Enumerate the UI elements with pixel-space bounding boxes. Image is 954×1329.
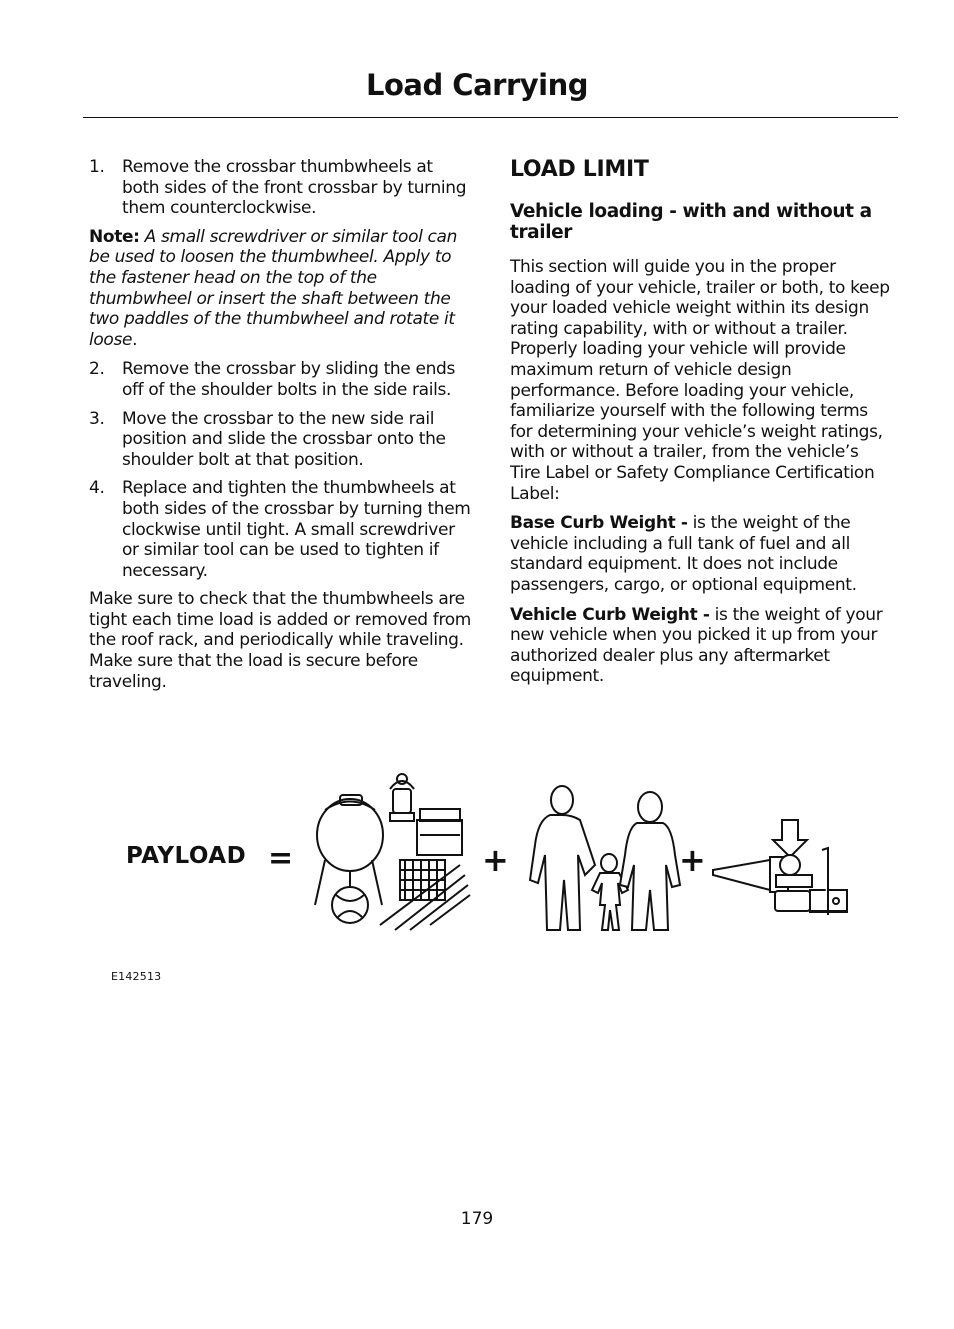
base-curb-weight-paragraph (510, 513, 893, 595)
equals-sign: = (268, 841, 294, 876)
term-definition: is the weight of the vehicle including a full tank of fuel and all standard equipment. It does not include passengers, cargo, or optional equipment. (510, 513, 857, 595)
step-text: Remove the crossbar by sliding the ends off of the shoulder bolts in the side rails. (122, 359, 455, 400)
payload-label: PAYLOAD (126, 843, 247, 869)
arrow-down-icon (773, 820, 807, 857)
trailer-hitch-icon (713, 848, 847, 915)
term-definition: is the weight of your new vehicle when you picked it up from your authorized dealer plus any aftermarket equipment. (510, 604, 883, 687)
lantern-icon (390, 774, 414, 821)
figure-caption: E142513 (111, 970, 162, 983)
note-paragraph (89, 227, 472, 351)
left-column (89, 157, 472, 701)
ball-icon (332, 887, 368, 923)
closing-paragraph: Make sure to check that the thumbwheels are tight each time load is added or removed from the roof rack, and periodically while traveling. Make sure that the load is secure before traveling. (89, 589, 471, 692)
header-divider (83, 117, 898, 118)
list-item-step-2 (89, 359, 472, 400)
term-label: Base Curb Weight - (510, 513, 688, 534)
vehicle-curb-weight-paragraph (510, 605, 893, 687)
section-heading-load-limit: LOAD LIMIT (510, 157, 649, 182)
step-text: Remove the crossbar thumbwheels at both sides of the front crossbar by turning them counterclockwise. (122, 157, 467, 219)
adult-male-icon (530, 786, 595, 930)
adult-female-icon (620, 792, 680, 930)
sub-heading-vehicle-loading: Vehicle loading - with and without a trailer (510, 201, 872, 243)
page-number: 179 (460, 1209, 494, 1229)
step-number: 2. (89, 359, 105, 380)
step-number: 4. (89, 478, 105, 499)
term-label: Vehicle Curb Weight - (510, 604, 710, 625)
passengers-illustration (530, 786, 680, 930)
note-label: Note: (89, 226, 140, 247)
right-column (510, 157, 893, 696)
cargo-illustration (315, 774, 470, 930)
step-number: 1. (89, 157, 105, 177)
plus-sign: + (679, 841, 706, 879)
note-end: . (132, 329, 138, 350)
list-item-step-3 (89, 409, 472, 471)
payload-diagram-svg (110, 765, 860, 945)
list-item-step-4 (89, 478, 472, 581)
step-number: 3. (89, 408, 105, 429)
intro-paragraph: This section will guide you in the proper loading of your vehicle, trailer or both, to keep your loaded vehicle weight within its design rating capability, with or without a trailer. Properly loading your vehicle will provide maximum return of vehicle design performance. Before loading your vehicle, familiarize yourself with the following terms for determining your vehicle’s weight ratings, with or without a trailer, from the vehicle’s Tire Label or Safety Compliance Certification Label: (510, 257, 890, 504)
page-title: Load Carrying (365, 68, 589, 102)
step-text: Move the crossbar to the new side rail position and slide the crossbar onto the shoulder bolt at that position. (122, 408, 446, 470)
cooler-icon (417, 809, 462, 855)
plus-sign: + (482, 841, 509, 879)
list-item-step-1 (89, 157, 472, 219)
step-text: Replace and tighten the thumbwheels at both sides of the crossbar by turning them clockwise until tight. A small screwdriver or similar tool can be used to tighten if necessary. (122, 478, 471, 581)
tongue-load-illustration (713, 820, 847, 915)
note-text: A small screwdriver or similar tool can be used to loosen the thumbwheel. Apply to the fastener head on the top of the thumbwheel or insert the shaft between the two paddles of the thumbwheel and rotate it loose (89, 226, 458, 350)
payload-illustration (110, 765, 860, 945)
